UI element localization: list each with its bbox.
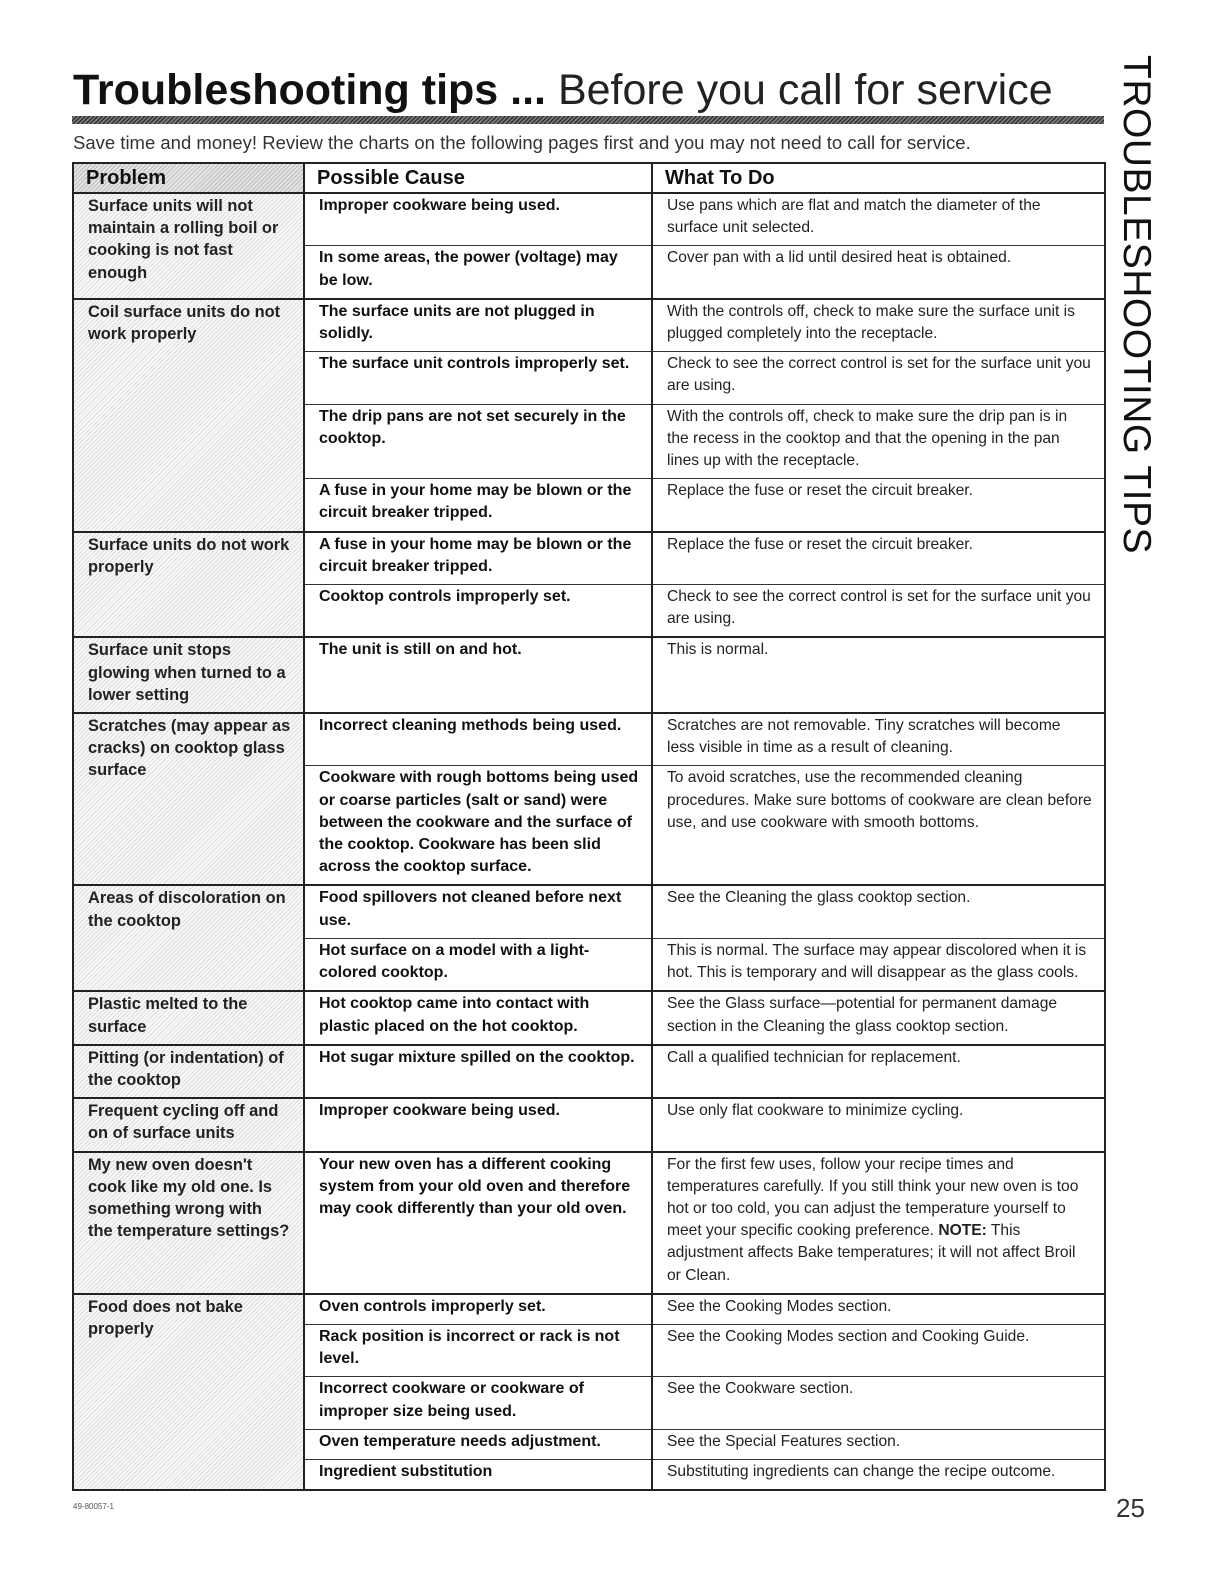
header-problem: Problem: [73, 163, 304, 193]
table-row: [73, 532, 1105, 585]
todo-cell: Replace the fuse or reset the circuit breaker.: [652, 479, 1105, 532]
todo-cell: Cover pan with a lid until desired heat is obtained.: [652, 246, 1105, 299]
problem-cell: Surface units will not maintain a rolling boil or cooking is not fast enough: [73, 193, 304, 299]
cause-cell: Hot surface on a model with a light-colored cooktop.: [304, 938, 652, 991]
todo-cell: With the controls off, check to make sure the drip pan is in the recess in the cooktop and that the opening in the pan lines up with the receptacle.: [652, 404, 1105, 479]
cause-cell: Hot cooktop came into contact with plastic placed on the hot cooktop.: [304, 991, 652, 1044]
cause-cell: Your new oven has a different cooking system from your old oven and therefore may cook differently than your old oven.: [304, 1152, 652, 1294]
problem-cell: Areas of discoloration on the cooktop: [73, 885, 304, 991]
troubleshooting-table: [72, 162, 1106, 1491]
title-strong: Troubleshooting tips ...: [73, 66, 546, 114]
todo-cell: This is normal. The surface may appear discolored when it is hot. This is temporary and will disappear as the glass cools.: [652, 938, 1105, 991]
cause-cell: Cookware with rough bottoms being used or coarse particles (salt or sand) were between the cookware and the surface of the cooktop. Cookware has been slid across the cooktop surface.: [304, 766, 652, 886]
table-header-row: [73, 163, 1105, 193]
todo-cell: This is normal.: [652, 637, 1105, 713]
cause-cell: Food spillovers not cleaned before next use.: [304, 885, 652, 938]
cause-cell: A fuse in your home may be blown or the circuit breaker tripped.: [304, 532, 652, 585]
cause-cell: Ingredient substitution: [304, 1459, 652, 1490]
todo-cell: Call a qualified technician for replacement.: [652, 1045, 1105, 1098]
problem-cell: Surface unit stops glowing when turned to a lower setting: [73, 637, 304, 713]
intro-text: Save time and money! Review the charts on the following pages first and you may not need to call for service.: [73, 132, 971, 153]
table-row: [73, 885, 1105, 938]
table-row: [73, 991, 1105, 1044]
page-title: [73, 62, 1053, 118]
todo-cell: See the Cooking Modes section.: [652, 1294, 1105, 1325]
problem-cell: My new oven doesn't cook like my old one. Is something wrong with the temperature settings?: [73, 1152, 304, 1294]
todo-cell: To avoid scratches, use the recommended cleaning procedures. Make sure bottoms of cookware are clean before use, and use cookware with smooth bottoms.: [652, 766, 1105, 886]
table-row: [73, 713, 1105, 766]
table-row: [73, 193, 1105, 246]
cause-cell: Rack position is incorrect or rack is not level.: [304, 1324, 652, 1376]
cause-cell: In some areas, the power (voltage) may be low.: [304, 246, 652, 299]
todo-cell: See the Cookware section.: [652, 1377, 1105, 1429]
cause-cell: The surface unit controls improperly set.: [304, 352, 652, 404]
problem-cell: Coil surface units do not work properly: [73, 299, 304, 532]
todo-cell: Check to see the correct control is set for the surface unit you are using.: [652, 585, 1105, 638]
note-text: This adjustment affects Bake temperatures; it will not affect Broil or Clean.: [667, 1222, 1076, 1284]
cause-cell: Oven controls improperly set.: [304, 1294, 652, 1325]
cause-cell: The surface units are not plugged in solidly.: [304, 299, 652, 352]
todo-cell: See the Cooking Modes section and Cooking Guide.: [652, 1324, 1105, 1376]
table-row: [73, 1294, 1105, 1325]
side-section-tab: [1110, 55, 1162, 555]
page-number: 25: [1116, 1493, 1145, 1523]
table-row: [73, 637, 1105, 713]
todo-cell: Replace the fuse or reset the circuit breaker.: [652, 532, 1105, 585]
todo-cell: See the Special Features section.: [652, 1429, 1105, 1459]
cause-cell: Hot sugar mixture spilled on the cooktop.: [304, 1045, 652, 1098]
table-row: [73, 1098, 1105, 1151]
table-body: [73, 193, 1105, 1490]
problem-cell: Food does not bake properly: [73, 1294, 304, 1490]
todo-cell: [652, 1152, 1105, 1294]
title-light: Before you call for service: [557, 66, 1053, 114]
todo-cell: Substituting ingredients can change the recipe outcome.: [652, 1459, 1105, 1490]
todo-cell: Use pans which are flat and match the diameter of the surface unit selected.: [652, 193, 1105, 246]
document-code: 49-80057-1: [73, 1502, 114, 1511]
cause-cell: A fuse in your home may be blown or the circuit breaker tripped.: [304, 479, 652, 532]
problem-cell: Pitting (or indentation) of the cooktop: [73, 1045, 304, 1098]
table-row: [73, 1152, 1105, 1294]
cause-cell: The drip pans are not set securely in the cooktop.: [304, 404, 652, 479]
table-row: [73, 1045, 1105, 1098]
problem-cell: Scratches (may appear as cracks) on cooktop glass surface: [73, 713, 304, 885]
todo-cell: See the Cleaning the glass cooktop section.: [652, 885, 1105, 938]
note-label: NOTE:: [938, 1222, 987, 1240]
cause-cell: Cooktop controls improperly set.: [304, 585, 652, 638]
todo-text: For the first few uses, follow your recipe times and temperatures carefully. If you still think your new oven is too hot or too cold, you can adjust the temperature yourself to meet your specific cooking preference.: [667, 1155, 1079, 1240]
problem-cell: Plastic melted to the surface: [73, 991, 304, 1044]
todo-cell: Check to see the correct control is set for the surface unit you are using.: [652, 352, 1105, 404]
table-row: [73, 299, 1105, 352]
cause-cell: Incorrect cookware or cookware of improper size being used.: [304, 1377, 652, 1429]
problem-cell: Surface units do not work properly: [73, 532, 304, 638]
problem-cell: Frequent cycling off and on of surface units: [73, 1098, 304, 1151]
cause-cell: Improper cookware being used.: [304, 1098, 652, 1151]
cause-cell: The unit is still on and hot.: [304, 637, 652, 713]
todo-cell: Use only flat cookware to minimize cycling.: [652, 1098, 1105, 1151]
header-what-to-do: What To Do: [652, 163, 1105, 193]
title-rule: [72, 116, 1104, 124]
side-tab-label: TROUBLESHOOTING TIPS: [1115, 55, 1158, 555]
cause-cell: Incorrect cleaning methods being used.: [304, 713, 652, 766]
cause-cell: Oven temperature needs adjustment.: [304, 1429, 652, 1459]
todo-cell: With the controls off, check to make sure the surface unit is plugged completely into the receptacle.: [652, 299, 1105, 352]
todo-cell: See the Glass surface—potential for permanent damage section in the Cleaning the glass cooktop section.: [652, 991, 1105, 1044]
cause-cell: Improper cookware being used.: [304, 193, 652, 246]
todo-cell: Scratches are not removable. Tiny scratches will become less visible in time as a result of cleaning.: [652, 713, 1105, 766]
header-possible-cause: Possible Cause: [304, 163, 652, 193]
